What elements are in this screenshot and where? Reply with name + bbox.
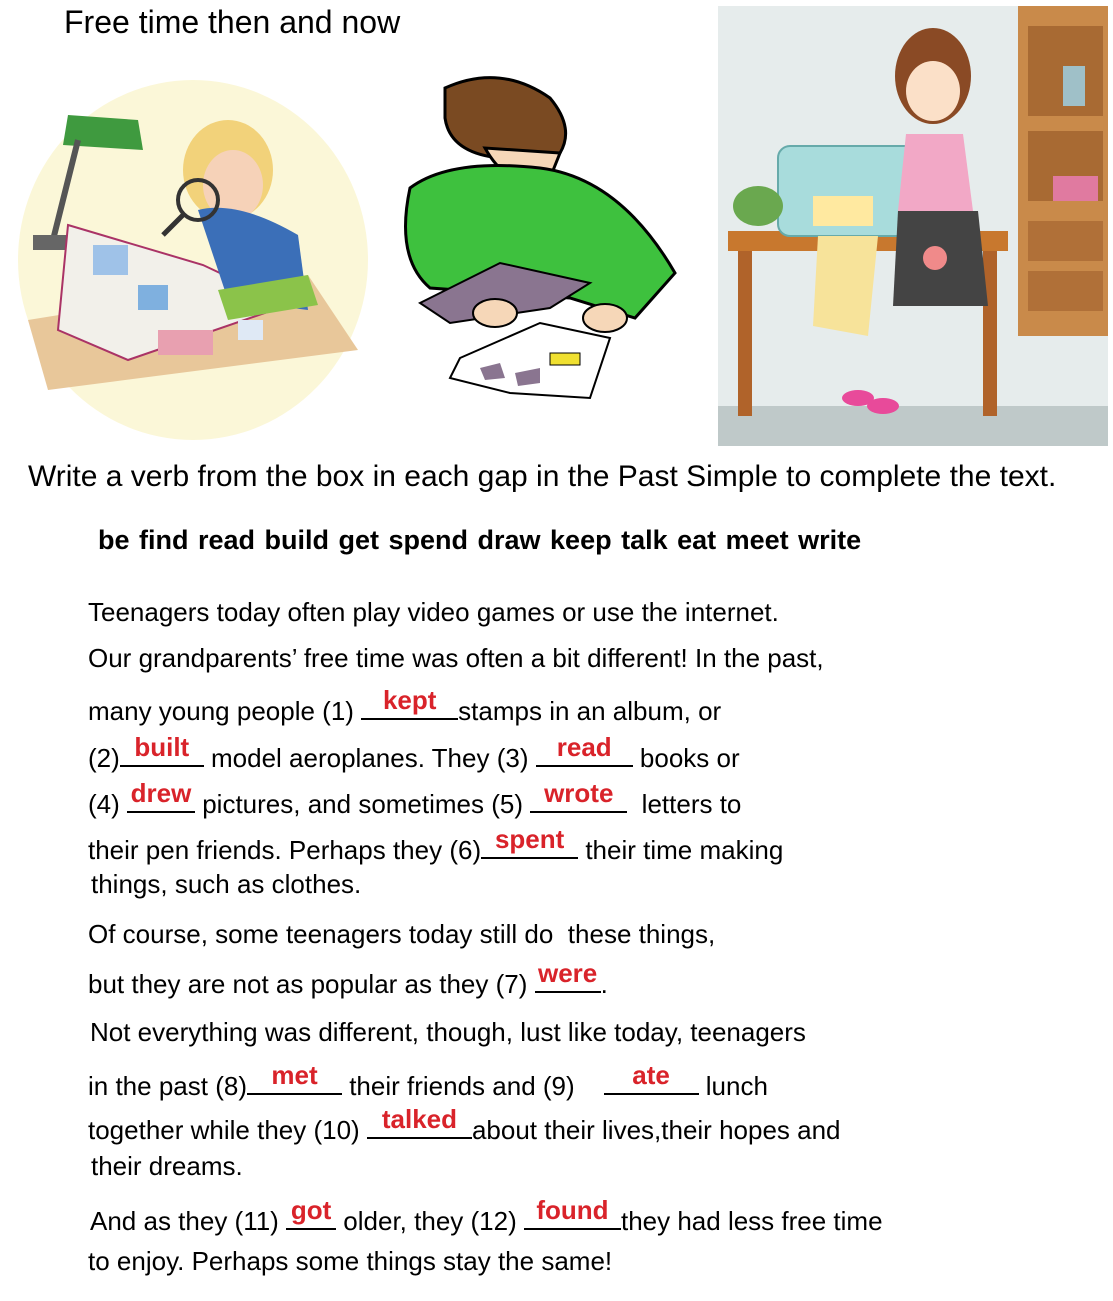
answer-9: ate (632, 1060, 670, 1090)
gap-11[interactable] (286, 1195, 336, 1230)
answer-5: wrote (544, 778, 614, 808)
text-line-13: their dreams. (91, 1151, 243, 1181)
text-line-4: (2) built model aeroplanes. They (3) read books or (88, 732, 740, 773)
gap-5[interactable] (530, 778, 627, 813)
text-line-12: together while they (10) talked about their lives,their hopes and (88, 1104, 841, 1145)
verb-word-box: be find read build get spend draw keep talk eat meet write (98, 525, 862, 555)
gap-3[interactable] (536, 732, 633, 767)
answer-8: met (271, 1060, 318, 1090)
gap-2[interactable] (120, 732, 204, 767)
text-line-5: (4) drew pictures, and sometimes (5) wrote letters to (88, 778, 742, 819)
gap-1[interactable] (361, 685, 458, 720)
model-aeroplane-illustration (390, 68, 680, 403)
gap-6[interactable] (481, 824, 578, 859)
answer-7: were (537, 958, 598, 988)
instruction-text: Write a verb from the box in each gap in the Past Simple to complete the text. (28, 460, 1057, 493)
gap-4[interactable] (127, 778, 195, 813)
answer-6: spent (494, 824, 565, 854)
text-line-3: many young people (1) kept stamps in an album, or (88, 685, 722, 726)
text-line-1: Teenagers today often play video games or use the internet. (88, 597, 779, 627)
text-line-2: Our grandparents’ free time was often a bit different! In the past, (88, 643, 824, 673)
answer-11: got (290, 1195, 332, 1225)
gap-12[interactable] (524, 1195, 621, 1230)
text-line-8: Of course, some teenagers today still do these things, (88, 919, 716, 949)
text-line-7: things, such as clothes. (91, 869, 362, 899)
page-title: Free time then and now (64, 4, 401, 40)
gap-9[interactable] (604, 1060, 699, 1095)
stamp-collecting-illustration (8, 60, 383, 445)
text-line-11: in the past (8) met their friends and (9) ate lunch (88, 1060, 768, 1101)
answer-4: drew (130, 778, 192, 808)
gap-8[interactable] (247, 1060, 342, 1095)
answer-2: built (134, 732, 190, 762)
gap-10[interactable] (367, 1104, 472, 1139)
text-line-15: to enjoy. Perhaps some things stay the same! (88, 1246, 613, 1276)
gap-7[interactable] (535, 958, 601, 993)
text-line-6: their pen friends. Perhaps they (6) spent their time making (88, 824, 784, 865)
answer-12: found (536, 1195, 609, 1225)
text-line-9: but they are not as popular as they (7) were . (88, 958, 608, 999)
text-line-14: And as they (11) got older, they (12) found they had less free time (90, 1195, 883, 1236)
answer-10: talked (381, 1104, 458, 1134)
sewing-illustration (718, 6, 1108, 446)
answer-1: kept (382, 685, 437, 715)
text-line-10: Not everything was different, though, lust like today, teenagers (90, 1017, 806, 1047)
answer-3: read (556, 732, 612, 762)
